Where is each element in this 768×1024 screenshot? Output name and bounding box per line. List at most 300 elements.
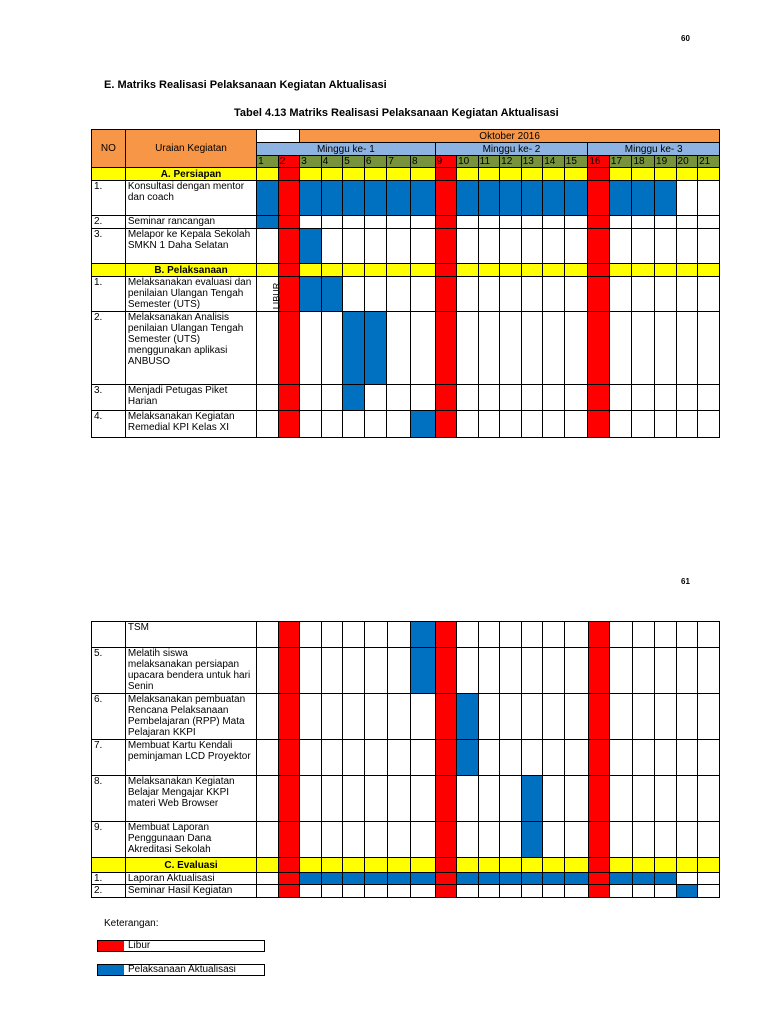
day-cell xyxy=(343,776,365,822)
header-day-18: 18 xyxy=(632,156,655,168)
day-cell xyxy=(655,277,677,312)
activity-cell xyxy=(387,181,411,216)
day-cell xyxy=(610,740,633,776)
day-cell xyxy=(364,858,387,873)
activity-cell xyxy=(364,312,387,385)
activity-row xyxy=(92,312,720,385)
activity-cell xyxy=(343,385,365,411)
day-cell xyxy=(343,264,365,277)
activity-row xyxy=(92,648,720,694)
day-cell xyxy=(457,216,479,229)
activity-row xyxy=(92,822,720,858)
day-cell xyxy=(543,858,565,873)
day-cell xyxy=(698,822,720,858)
day-cell xyxy=(521,694,543,740)
day-cell xyxy=(655,385,677,411)
day-cell xyxy=(410,385,435,411)
day-cell xyxy=(655,229,677,264)
activity-cell xyxy=(632,181,655,216)
row-number: 9. xyxy=(92,822,126,858)
header-day-11: 11 xyxy=(478,156,500,168)
section-label: A. Persiapan xyxy=(125,168,256,181)
row-activity: Membuat Kartu Kendali peminjaman LCD Proyektor xyxy=(125,740,256,776)
day-cell xyxy=(387,822,411,858)
day-cell xyxy=(521,858,543,873)
day-cell xyxy=(364,694,387,740)
day-cell xyxy=(543,694,565,740)
day-cell xyxy=(610,694,633,740)
holiday-cell xyxy=(278,885,300,898)
row-number: 8. xyxy=(92,776,126,822)
legend-item-aktualisasi xyxy=(97,964,265,976)
day-cell xyxy=(457,648,479,694)
day-cell xyxy=(655,264,677,277)
activity-cell xyxy=(411,622,436,648)
day-cell xyxy=(411,858,436,873)
day-cell xyxy=(300,622,322,648)
day-cell xyxy=(698,873,720,885)
day-cell xyxy=(478,385,500,411)
day-cell xyxy=(343,694,365,740)
holiday-cell xyxy=(588,694,610,740)
day-cell xyxy=(364,264,387,277)
day-cell xyxy=(300,648,322,694)
day-cell xyxy=(543,411,565,438)
day-cell xyxy=(387,858,411,873)
header-day-13: 13 xyxy=(521,156,543,168)
day-cell xyxy=(300,776,322,822)
holiday-cell xyxy=(435,622,457,648)
holiday-cell xyxy=(435,385,457,411)
holiday-cell xyxy=(588,740,610,776)
header-day-14: 14 xyxy=(543,156,565,168)
activity-cell xyxy=(321,181,343,216)
day-cell xyxy=(411,740,436,776)
activity-cell xyxy=(564,181,588,216)
row-activity: Konsultasi dengan mentor dan coach xyxy=(125,181,256,216)
section-row xyxy=(92,168,720,181)
activity-cell xyxy=(387,873,411,885)
day-cell xyxy=(478,168,500,181)
activity-row xyxy=(92,885,720,898)
table-title: Tabel 4.13 Matriks Realisasi Pelaksanaan Kegiatan Aktualisasi xyxy=(234,107,559,119)
day-cell xyxy=(676,312,698,385)
day-cell xyxy=(565,776,589,822)
day-cell xyxy=(698,229,720,264)
day-cell xyxy=(257,885,279,898)
day-cell xyxy=(521,168,543,181)
activity-cell xyxy=(521,181,543,216)
holiday-cell xyxy=(435,858,457,873)
activity-row xyxy=(92,740,720,776)
activity-cell xyxy=(500,873,522,885)
day-cell xyxy=(387,885,411,898)
day-cell xyxy=(698,264,720,277)
day-cell xyxy=(676,740,698,776)
day-cell xyxy=(257,776,279,822)
holiday-cell xyxy=(588,216,610,229)
row-number: 6. xyxy=(92,694,126,740)
day-cell xyxy=(478,776,500,822)
activity-cell xyxy=(543,873,565,885)
holiday-cell xyxy=(278,648,300,694)
day-cell xyxy=(478,312,500,385)
day-cell xyxy=(257,264,279,277)
holiday-cell xyxy=(435,229,457,264)
header-uraian: Uraian Kegiatan xyxy=(125,130,256,168)
row-activity: Menjadi Petugas Piket Harian xyxy=(125,385,256,411)
day-cell xyxy=(655,622,677,648)
day-cell xyxy=(698,648,720,694)
day-cell xyxy=(257,229,279,264)
day-cell xyxy=(698,411,720,438)
activity-cell xyxy=(478,873,500,885)
day-cell xyxy=(300,694,322,740)
day-cell xyxy=(564,229,588,264)
holiday-cell xyxy=(278,277,300,312)
day-cell xyxy=(543,885,565,898)
day-cell xyxy=(478,858,500,873)
day-cell xyxy=(521,740,543,776)
day-cell xyxy=(478,264,500,277)
activity-cell xyxy=(521,776,543,822)
section-no-cell xyxy=(92,264,126,277)
day-cell xyxy=(655,776,677,822)
day-cell xyxy=(343,277,365,312)
day-cell xyxy=(676,648,698,694)
activity-cell xyxy=(457,873,479,885)
day-cell xyxy=(521,264,543,277)
activity-cell xyxy=(457,694,479,740)
day-cell xyxy=(565,648,589,694)
day-cell xyxy=(698,181,720,216)
row-activity: Melaksanakan Kegiatan Belajar Mengajar KKPI materi Web Browser xyxy=(125,776,256,822)
day-cell xyxy=(410,216,435,229)
day-cell xyxy=(521,648,543,694)
day-cell xyxy=(257,873,279,885)
row-activity: Melaksanakan pembuatan Rencana Pelaksanaan Pembelajaran (RPP) Mata Pelajaran KKPI xyxy=(125,694,256,740)
activity-cell xyxy=(676,885,698,898)
day-cell xyxy=(457,858,479,873)
day-cell xyxy=(387,411,411,438)
day-cell xyxy=(321,858,343,873)
day-cell xyxy=(364,648,387,694)
header-day-10: 10 xyxy=(457,156,479,168)
row-number: 1. xyxy=(92,181,126,216)
header-day-16: 16 xyxy=(588,156,610,168)
day-cell xyxy=(632,385,655,411)
holiday-cell xyxy=(588,776,610,822)
activity-row xyxy=(92,411,720,438)
header-day-17: 17 xyxy=(609,156,632,168)
holiday-cell xyxy=(435,694,457,740)
holiday-cell xyxy=(278,873,300,885)
day-cell xyxy=(632,277,655,312)
day-cell xyxy=(343,822,365,858)
day-cell xyxy=(609,277,632,312)
day-cell xyxy=(655,216,677,229)
day-cell xyxy=(610,648,633,694)
day-cell xyxy=(257,168,279,181)
row-activity: Melaksanakan Analisis penilaian Ulangan Tengah Semester (UTS) menggunakan aplikasi ANBUSO xyxy=(125,312,256,385)
activity-cell xyxy=(343,312,365,385)
day-cell xyxy=(300,411,322,438)
day-cell xyxy=(698,216,720,229)
row-activity: Melatih siswa melaksanakan persiapan upacara bendera untuk hari Senin xyxy=(125,648,256,694)
day-cell xyxy=(300,822,322,858)
day-cell xyxy=(500,822,522,858)
day-cell xyxy=(543,822,565,858)
day-cell xyxy=(478,411,500,438)
activity-row xyxy=(92,229,720,264)
section-no-cell xyxy=(92,858,126,873)
day-cell xyxy=(257,648,279,694)
day-cell xyxy=(655,885,677,898)
day-cell xyxy=(387,385,411,411)
holiday-cell xyxy=(435,411,457,438)
day-cell xyxy=(564,385,588,411)
holiday-cell xyxy=(278,216,300,229)
header-day-12: 12 xyxy=(500,156,522,168)
day-cell xyxy=(387,216,411,229)
day-cell xyxy=(632,264,655,277)
day-cell xyxy=(410,229,435,264)
day-cell xyxy=(411,885,436,898)
page-number-60: 60 xyxy=(681,34,690,43)
holiday-cell xyxy=(435,740,457,776)
activity-cell xyxy=(257,181,279,216)
day-cell xyxy=(676,181,698,216)
row-activity: Laporan Aktualisasi xyxy=(125,873,256,885)
row-number: 2. xyxy=(92,885,126,898)
day-cell xyxy=(300,264,322,277)
activity-cell xyxy=(343,181,365,216)
day-cell xyxy=(676,411,698,438)
day-cell xyxy=(564,277,588,312)
activity-row xyxy=(92,873,720,885)
day-cell xyxy=(364,776,387,822)
day-cell xyxy=(655,168,677,181)
day-cell xyxy=(543,229,565,264)
day-cell xyxy=(364,740,387,776)
day-cell xyxy=(609,411,632,438)
day-cell xyxy=(300,168,322,181)
day-cell xyxy=(321,264,343,277)
day-cell xyxy=(257,740,279,776)
day-cell xyxy=(478,229,500,264)
day-cell xyxy=(543,648,565,694)
day-cell xyxy=(655,822,677,858)
day-cell xyxy=(655,648,677,694)
holiday-cell xyxy=(278,622,300,648)
day-cell xyxy=(564,216,588,229)
holiday-cell xyxy=(278,694,300,740)
day-cell xyxy=(543,277,565,312)
day-cell xyxy=(609,264,632,277)
row-number: 2. xyxy=(92,312,126,385)
day-cell xyxy=(632,229,655,264)
holiday-cell xyxy=(588,168,610,181)
header-day-20: 20 xyxy=(676,156,698,168)
day-cell xyxy=(609,216,632,229)
day-cell xyxy=(676,858,698,873)
holiday-cell xyxy=(278,229,300,264)
legend-item-libur xyxy=(97,940,265,952)
row-number: 3. xyxy=(92,385,126,411)
day-cell xyxy=(457,385,479,411)
day-cell xyxy=(343,216,365,229)
activity-cell xyxy=(364,181,387,216)
header-month-gap xyxy=(257,130,300,143)
day-cell xyxy=(321,822,343,858)
holiday-cell xyxy=(588,411,610,438)
holiday-cell xyxy=(278,858,300,873)
day-cell xyxy=(457,822,479,858)
day-cell xyxy=(478,648,500,694)
day-cell xyxy=(543,264,565,277)
day-cell xyxy=(364,411,387,438)
header-week-3: Minggu ke- 3 xyxy=(588,143,720,156)
day-cell xyxy=(500,740,522,776)
day-cell xyxy=(411,776,436,822)
day-cell xyxy=(632,776,655,822)
section-row xyxy=(92,858,720,873)
day-cell xyxy=(565,858,589,873)
day-cell xyxy=(698,740,720,776)
holiday-cell xyxy=(588,885,610,898)
day-cell xyxy=(676,168,698,181)
row-number: 5. xyxy=(92,648,126,694)
day-cell xyxy=(457,229,479,264)
day-cell xyxy=(698,858,720,873)
holiday-cell xyxy=(435,216,457,229)
page-number-61: 61 xyxy=(681,577,690,586)
day-cell xyxy=(343,885,365,898)
holiday-cell xyxy=(588,312,610,385)
activity-cell xyxy=(411,873,436,885)
day-cell xyxy=(521,277,543,312)
day-cell xyxy=(300,740,322,776)
day-cell xyxy=(521,622,543,648)
activity-cell xyxy=(257,216,279,229)
activity-cell xyxy=(543,181,565,216)
day-cell xyxy=(257,622,279,648)
day-cell xyxy=(698,694,720,740)
day-cell xyxy=(411,694,436,740)
day-cell xyxy=(387,740,411,776)
row-activity: Seminar Hasil Kegiatan xyxy=(125,885,256,898)
holiday-cell xyxy=(435,277,457,312)
day-cell xyxy=(257,858,279,873)
day-cell xyxy=(387,776,411,822)
day-cell xyxy=(364,229,387,264)
day-cell xyxy=(457,312,479,385)
row-activity: Membuat Laporan Penggunaan Dana Akreditasi Sekolah xyxy=(125,822,256,858)
activity-cell xyxy=(609,181,632,216)
row-number: 3. xyxy=(92,229,126,264)
holiday-cell xyxy=(435,776,457,822)
activity-cell xyxy=(521,873,543,885)
day-cell xyxy=(632,411,655,438)
day-cell xyxy=(321,385,343,411)
day-cell xyxy=(410,312,435,385)
holiday-cell xyxy=(278,740,300,776)
day-cell xyxy=(343,858,365,873)
day-cell xyxy=(655,312,677,385)
gantt-table-page-61 xyxy=(91,621,720,898)
section-no-cell xyxy=(92,168,126,181)
day-cell xyxy=(457,411,479,438)
day-cell xyxy=(500,312,522,385)
day-cell xyxy=(500,622,522,648)
day-cell xyxy=(387,694,411,740)
holiday-cell xyxy=(588,822,610,858)
day-cell xyxy=(565,622,589,648)
day-cell xyxy=(632,740,655,776)
day-cell xyxy=(564,168,588,181)
day-cell xyxy=(676,229,698,264)
activity-cell xyxy=(321,873,343,885)
legend-swatch-aktualisasi xyxy=(98,965,124,975)
day-cell xyxy=(564,312,588,385)
day-cell xyxy=(655,740,677,776)
activity-cell xyxy=(610,873,633,885)
day-cell xyxy=(257,411,279,438)
header-day-1: 1 xyxy=(257,156,279,168)
day-cell xyxy=(257,385,279,411)
row-number: 1. xyxy=(92,277,126,312)
day-cell xyxy=(410,264,435,277)
holiday-cell xyxy=(435,168,457,181)
day-cell xyxy=(655,694,677,740)
day-cell xyxy=(698,312,720,385)
day-cell xyxy=(565,885,589,898)
day-cell xyxy=(321,694,343,740)
activity-cell xyxy=(565,873,589,885)
activity-cell xyxy=(300,277,322,312)
day-cell xyxy=(632,312,655,385)
day-cell xyxy=(543,740,565,776)
day-cell xyxy=(500,885,522,898)
header-day-2: 2 xyxy=(278,156,300,168)
day-cell xyxy=(457,776,479,822)
activity-row xyxy=(92,776,720,822)
day-cell xyxy=(698,168,720,181)
day-cell xyxy=(387,277,411,312)
day-cell xyxy=(500,858,522,873)
activity-cell xyxy=(500,181,522,216)
activity-cell xyxy=(300,229,322,264)
day-cell xyxy=(478,277,500,312)
holiday-cell xyxy=(435,181,457,216)
day-cell xyxy=(609,229,632,264)
activity-row xyxy=(92,694,720,740)
day-cell xyxy=(655,858,677,873)
activity-row xyxy=(92,216,720,229)
header-day-7: 7 xyxy=(387,156,411,168)
header-day-15: 15 xyxy=(564,156,588,168)
holiday-cell xyxy=(588,181,610,216)
holiday-cell xyxy=(435,312,457,385)
day-cell xyxy=(500,411,522,438)
holiday-cell xyxy=(278,385,300,411)
day-cell xyxy=(364,885,387,898)
holiday-cell xyxy=(435,873,457,885)
day-cell xyxy=(632,858,655,873)
day-cell xyxy=(632,822,655,858)
activity-cell xyxy=(655,181,677,216)
holiday-cell xyxy=(435,648,457,694)
